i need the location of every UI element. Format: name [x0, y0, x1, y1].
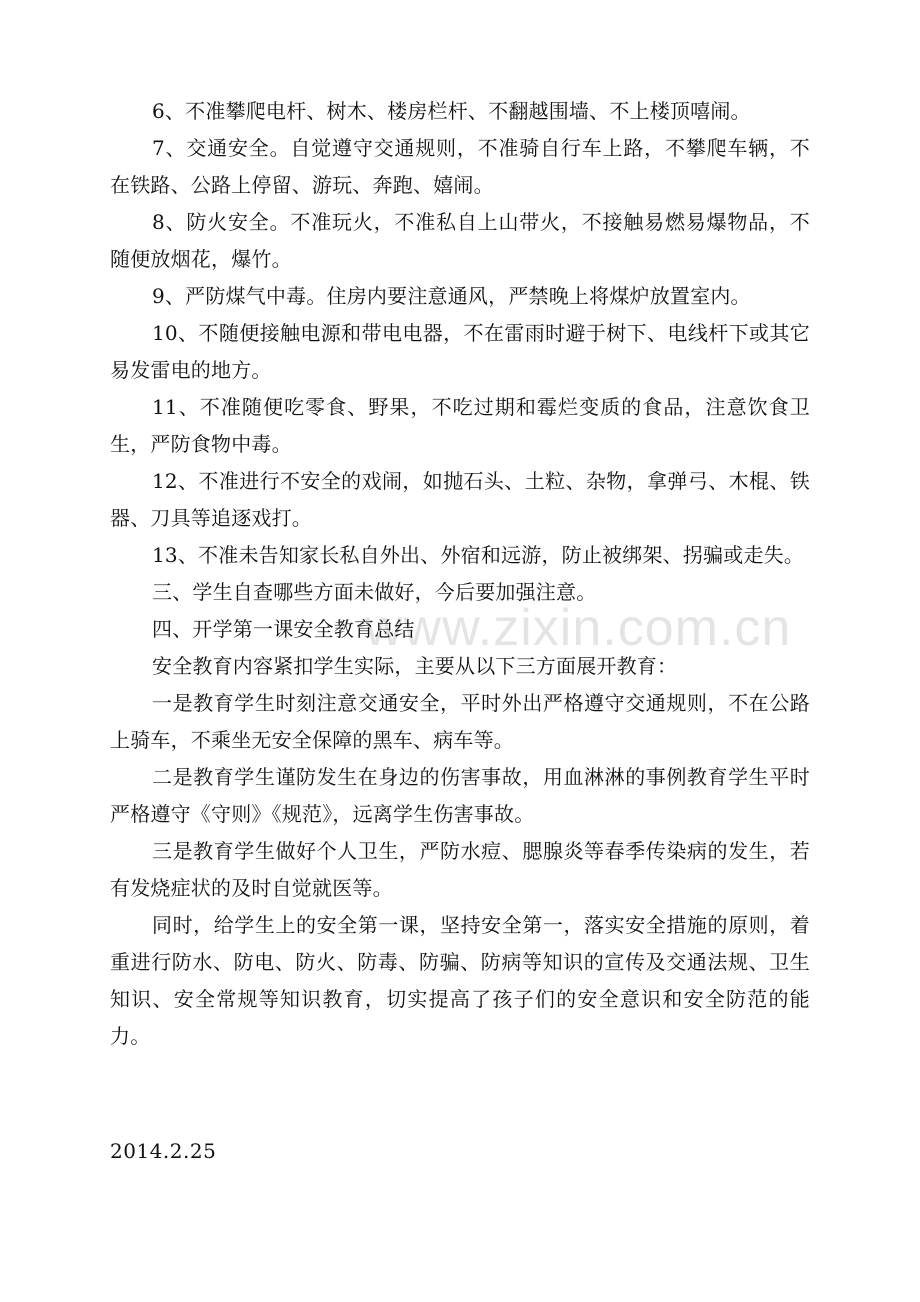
section-heading-4: 四、开学第一课安全教育总结: [152, 617, 415, 641]
paragraph-rule-9: 9、严防煤气中毒。住房内要注意通风，严禁晚上将煤炉放置室内。: [152, 284, 751, 308]
summary-point-3: 三是教育学生做好个人卫生，严防水痘、腮腺炎等春季传染病的发生，若有发烧症状的及时自觉就医等。: [110, 839, 810, 900]
paragraph-rule-12: 12、不准进行不安全的戏闹，如抛石头、土粒、杂物，拿弹弓、木棍、铁器、刀具等追逐戏打。: [110, 469, 810, 530]
paragraph-rule-10: 10、不随便接触电源和带电电器，不在雷雨时避于树下、电线杆下或其它易发雷电的地方。: [110, 321, 810, 382]
section-heading-3: 三、学生自查哪些方面未做好，今后要加强注意。: [152, 580, 597, 604]
summary-point-1: 一是教育学生时刻注意交通安全，平时外出严格遵守交通规则，不在公路上骑车，不乘坐无安全保障的黑车、病车等。: [110, 691, 810, 752]
watermark: www.zixin.com.cn: [365, 599, 792, 657]
paragraph-rule-8: 8、防火安全。不准玩火，不准私自上山带火，不接触易燃易爆物品，不随便放烟花，爆竹。: [110, 210, 810, 271]
document-body: [110, 93, 810, 1055]
document-date: 2014.2.25: [110, 1139, 217, 1163]
summary-point-2: 二是教育学生谨防发生在身边的伤害事故，用血淋淋的事例教育学生平时严格遵守《守则》《规范》，远离学生伤害事故。: [110, 765, 810, 826]
summary-conclusion: 同时，给学生上的安全第一课，坚持安全第一，落实安全措施的原则，着重进行防水、防电、防火、防毒、防骗、防病等知识的宣传及交通法规、卫生知识、安全常规等知识教育，切实提高了孩子们的安全意识和安全防范的能力。: [110, 913, 810, 1048]
summary-intro: 安全教育内容紧扣学生实际，主要从以下三方面展开教育：: [152, 654, 678, 678]
paragraph-rule-6: 6、不准攀爬电杆、树木、楼房栏杆、不翻越围墙、不上楼顶嘻闹。: [152, 99, 751, 123]
paragraph-rule-7: 7、交通安全。自觉遵守交通规则，不准骑自行车上路，不攀爬车辆，不在铁路、公路上停留、游玩、奔跑、嬉闹。: [110, 136, 810, 197]
paragraph-rule-11: 11、不准随便吃零食、野果，不吃过期和霉烂变质的食品，注意饮食卫生，严防食物中毒。: [110, 395, 810, 456]
paragraph-rule-13: 13、不准未告知家长私自外出、外宿和远游，防止被绑架、拐骗或走失。: [152, 543, 805, 567]
